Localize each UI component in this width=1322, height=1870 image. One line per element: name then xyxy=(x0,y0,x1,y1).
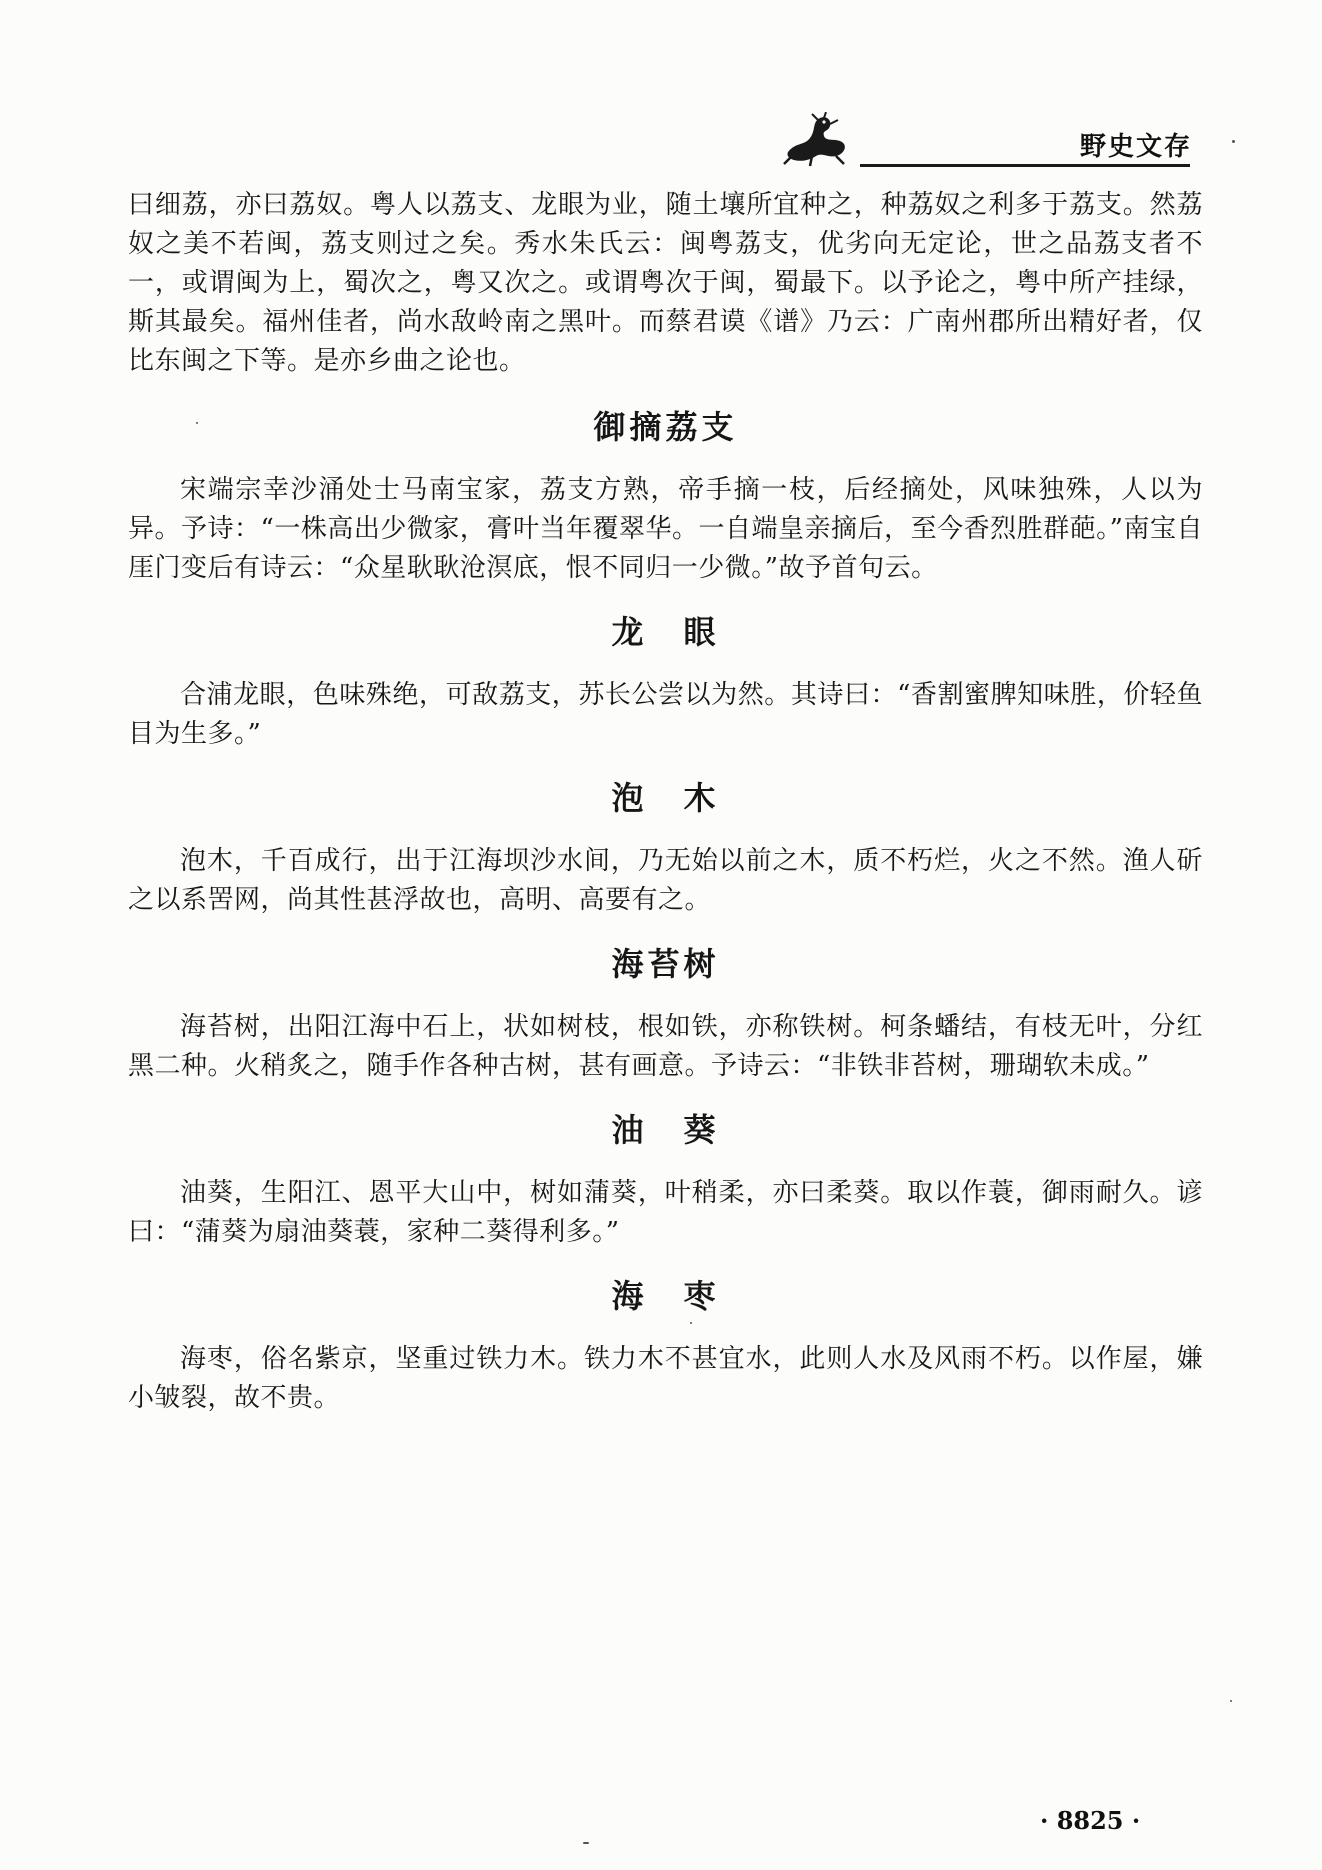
section-paragraph-longyan: 合浦龙眼，色味殊绝，可敌荔支，苏长公尝以为然。其诗曰：“香割蜜脾知味胜，价轻鱼目为生多。” xyxy=(128,680,1203,749)
section-paragraph-haizao: 海枣，俗名紫京，坚重过铁力木。铁力木不甚宜水，此则人水及风雨不朽。以作屋，嫌小皱裂，故不贵。 xyxy=(128,1344,1203,1413)
page-number: · 8825 · xyxy=(1040,1806,1141,1835)
intro-paragraph: 曰细荔，亦曰荔奴。粤人以荔支、龙眼为业，随土壤所宜种之，种荔奴之利多于荔支。然荔奴之美不若闽，荔支则过之矣。秀水朱氏云：闽粤荔支，优劣向无定论，世之品荔支者不一，或谓闽为上，蜀次之，粤又次之。或谓粤次于闽，蜀最下。以予论之，粤中所产挂绿，斯其最矣。福州佳者，尚水敌岭南之黑叶。而蔡君谟《谱》乃云：广南州郡所出精好者，仅比东闽之下等。是亦乡曲之论也。 xyxy=(128,190,1203,376)
section-title-longyan: 龙 眼 xyxy=(611,613,720,651)
scan-speck xyxy=(1230,1700,1232,1702)
section-title-youkui: 油 葵 xyxy=(611,1111,720,1149)
section-title-paomu: 泡 木 xyxy=(611,779,720,817)
scan-speck xyxy=(1232,140,1235,143)
scan-speck xyxy=(196,422,198,424)
header-rule xyxy=(860,164,1190,167)
section-title-haitaishu: 海苔树 xyxy=(611,945,720,983)
section-paragraph-paomu: 泡木，千百成行，出于江海坝沙水间，乃无始以前之木，质不朽烂，火之不然。渔人斫之以系罟网，尚其性甚浮故也，高明、高要有之。 xyxy=(128,846,1203,915)
section-paragraph-haitaishu: 海苔树，出阳江海中石上，状如树枝，根如铁，亦称铁树。柯条蟠结，有枝无叶，分红黑二种。火稍炙之，随手作各种古树，甚有画意。予诗云：“非铁非苔树，珊瑚软未成。” xyxy=(128,1012,1203,1081)
running-header xyxy=(782,112,1202,172)
section-title-haizao: 海 枣 xyxy=(611,1277,720,1315)
section-paragraph-yuzhai-lizhi: 宋端宗幸沙涌处士马南宝家，荔支方熟，帝手摘一枝，后经摘处，风味独殊，人以为异。予诗：“一株高出少微家，膏叶当年覆翠华。一自端皇亲摘后，至今香烈胜群葩。”南宝自厓门变后有诗云：“众星耿耿沧溟底，恨不同归一少微。”故予首句云。 xyxy=(128,475,1203,583)
dragon-emblem-icon xyxy=(782,112,854,168)
scan-speck xyxy=(583,1842,589,1844)
page-content xyxy=(128,186,1203,1418)
scan-speck xyxy=(690,1322,692,1324)
section-title-yuzhai-lizhi: 御摘荔支 xyxy=(593,408,738,446)
section-paragraph-youkui: 油葵，生阳江、恩平大山中，树如蒲葵，叶稍柔，亦曰柔葵。取以作蓑，御雨耐久。谚曰：“蒲葵为扇油葵蓑，家种二葵得利多。” xyxy=(128,1178,1203,1247)
header-title: 野史文存 xyxy=(1079,132,1192,162)
